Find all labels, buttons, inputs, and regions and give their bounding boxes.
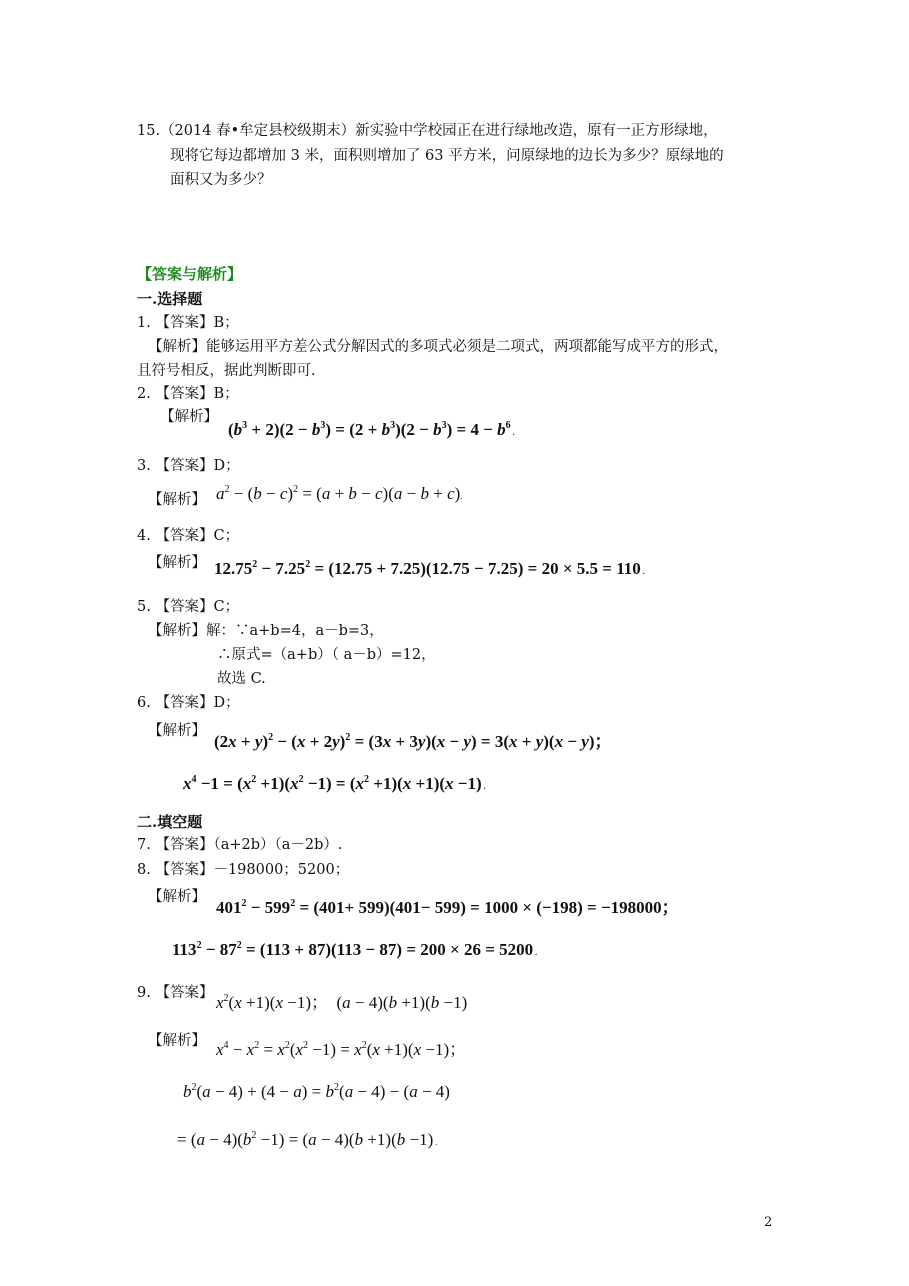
a3-exp-label: 【解析】 bbox=[148, 492, 206, 508]
a1-exp-line2: 且符号相反，据此判断即可. bbox=[137, 363, 316, 379]
a8-exp-label: 【解析】 bbox=[148, 889, 206, 905]
a3-formula: $a^2 - (b - c)^2 = (a + b - c)(a - b + c)$. bbox=[216, 484, 463, 503]
a4-formula: $12.75^2 - 7.25^2 = (12.75 + 7.25)(12.75 - 7.25) = 20 \times 5.5 = 110$ . bbox=[214, 559, 645, 578]
section-title: 【答案与解析】 bbox=[137, 265, 243, 283]
a6-formula-1: $(2x + y)^2 - (x + 2y)^2 = (3x + 3y)(x - y) = 3(x + y)(x - y)$； bbox=[214, 732, 612, 751]
a5-exp-line3: 故选 C. bbox=[217, 671, 266, 687]
q15-line1: 15.（2014 春•牟定县校级期末）新实验中学校园正在进行绿地改造，原有一正方形绿地， bbox=[137, 123, 718, 139]
a5-answer: 5. 【答案】C； bbox=[137, 599, 240, 615]
a9-formula-1: $x^4 - x^2 = x^2(x^2 -1) = x^2(x +1)(x -1)$； bbox=[216, 1040, 467, 1059]
a2-exp-label: 【解析】 bbox=[160, 409, 218, 425]
a5-exp-line1: 【解析】解：∵a+b=4，a－b=3， bbox=[148, 623, 384, 639]
a9-formula-2: $b^2(a - 4) + (4 - a) = b^2(a - 4) - (a - 4)$ bbox=[183, 1082, 450, 1101]
a6-answer: 6. 【答案】D； bbox=[137, 695, 240, 711]
a7-answer: 7. 【答案】（a+2b）（a－2b）. bbox=[137, 837, 343, 853]
a1-exp-line1: 【解析】能够运用平方差公式分解因式的多项式必须是二项式，两项都能写成平方的形式， bbox=[148, 339, 728, 355]
a1-answer: 1. 【答案】B； bbox=[137, 315, 239, 331]
a9-exp-label: 【解析】 bbox=[148, 1033, 206, 1049]
part2-title: 二.填空题 bbox=[137, 813, 203, 831]
a9-formula-3: = $(a - 4)(b^2 -1) = (a - 4)(b +1)(b -1)$ . bbox=[177, 1130, 438, 1149]
a6-formula-2: $x^4 -1 = (x^2 +1)(x^2 -1) = (x^2 +1)(x +1)(x -1)$ . bbox=[183, 774, 486, 793]
a3-answer: 3. 【答案】D； bbox=[137, 458, 240, 474]
a8-formula-2: $113^2 - 87^2 = (113 + 87)(113 - 87) = 200 \times 26 = 5200$ . bbox=[172, 940, 538, 959]
a5-exp-line2: ∴原式=（a+b）（ a－b）=12， bbox=[217, 647, 436, 663]
a2-formula: $(b^3 + 2)(2 - b^3) = (2 + b^3)(2 - b^3) = 4 - b^6$ . bbox=[228, 420, 515, 439]
q15-line2: 现将它每边都增加 3 米，面积则增加了 63 平方米，问原绿地的边长为多少？原绿地的 bbox=[170, 148, 724, 164]
a2-answer: 2. 【答案】B； bbox=[137, 386, 239, 402]
a4-exp-label: 【解析】 bbox=[148, 555, 206, 571]
a6-exp-label: 【解析】 bbox=[148, 723, 206, 739]
part1-title: 一.选择题 bbox=[137, 290, 203, 308]
a8-formula-1: $401^2 - 599^2 = (401+ 599)(401- 599) = 1000 \times (-198) = -198000$； bbox=[216, 898, 679, 917]
q15-line3: 面积又为多少？ bbox=[170, 172, 272, 188]
a8-answer: 8. 【答案】－198000；5200； bbox=[137, 862, 350, 878]
a9-answer: 9. 【答案】 bbox=[137, 985, 214, 1001]
a4-answer: 4. 【答案】C； bbox=[137, 528, 240, 544]
page-number: 2 bbox=[764, 1215, 773, 1230]
a9-answer-formula: $x^2(x +1)(x -1)$； (a − 4)(b +1)(b −1) bbox=[216, 993, 468, 1012]
